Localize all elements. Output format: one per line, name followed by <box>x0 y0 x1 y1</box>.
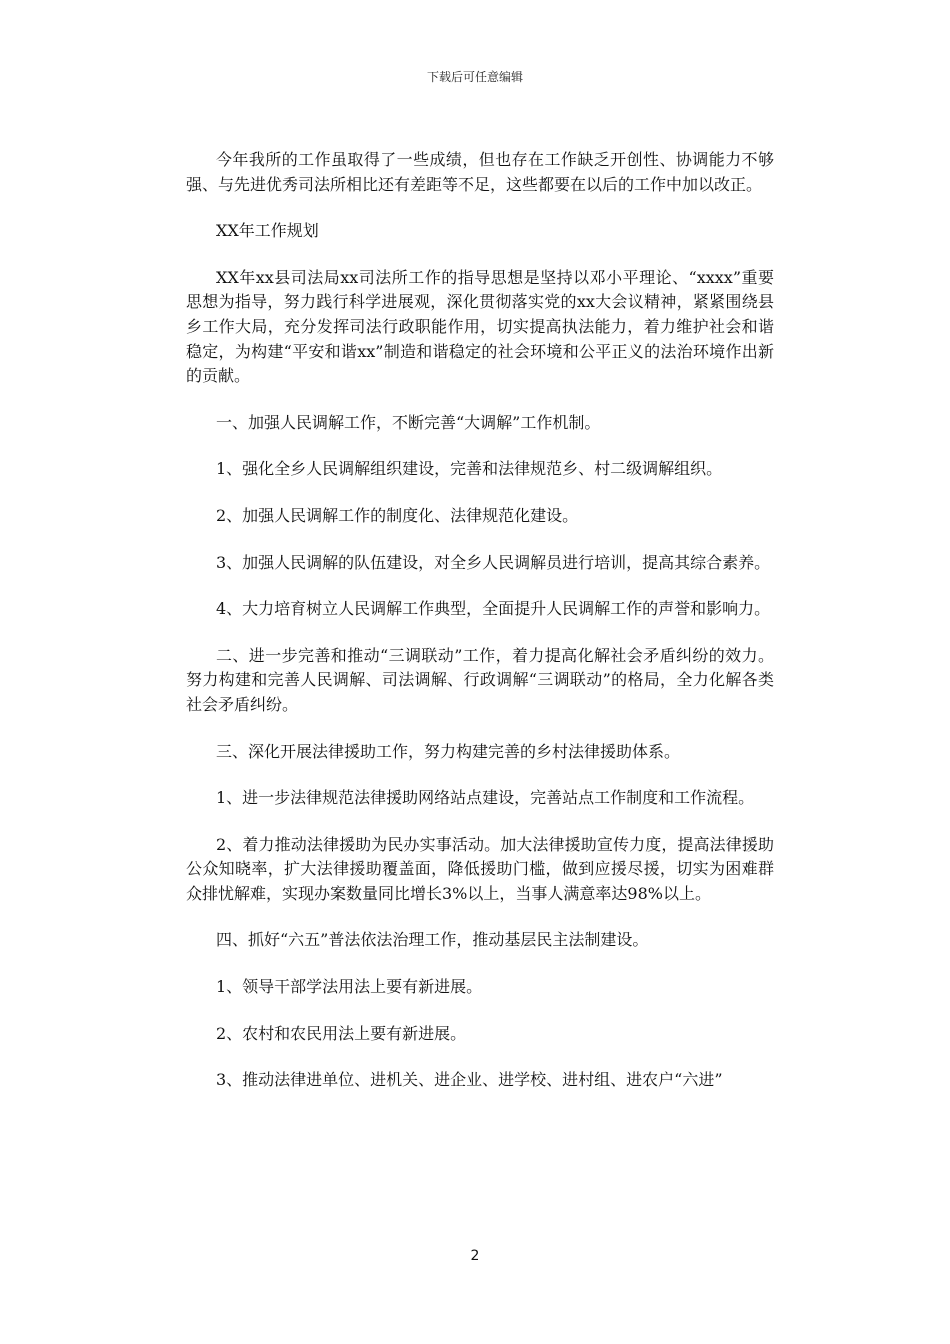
list-item: 1、领导干部学法用法上要有新进展。 <box>216 977 483 997</box>
list-item: 2、农村和农民用法上要有新进展。 <box>216 1023 467 1043</box>
page-number: 2 <box>470 1248 480 1264</box>
paragraph: 今年我所的工作虽取得了一些成绩，但也存在工作缺乏开创性、协调能力不够强、与先进优秀司法所相比还有差距等不足，这些都要在以后的工作中加以改正。 <box>186 150 774 194</box>
section-heading: 二、进一步完善和推动“三调联动”工作，着力提高化解社会矛盾纠纷的效力。努力构建和完善人民调解、司法调解、行政调解“三调联动”的格局，全力化解各类社会矛盾纠纷。 <box>186 645 774 714</box>
section-heading: 一、加强人民调解工作，不断完善“大调解”工作机制。 <box>216 412 601 432</box>
list-item: 1、强化全乡人民调解组织建设，完善和法律规范乡、村二级调解组织。 <box>216 459 723 479</box>
list-item: 3、推动法律进单位、进机关、进企业、进学校、进村组、进农户“六进” <box>216 1070 723 1090</box>
list-item: 2、加强人民调解工作的制度化、法律规范化建设。 <box>216 505 579 525</box>
list-item: 3、加强人民调解的队伍建设，对全乡人民调解员进行培训，提高其综合素养。 <box>216 552 771 572</box>
paragraph: XX年xx县司法局xx司法所工作的指导思想是坚持以邓小平理论、“xxxx”重要思想为指导，努力践行科学进展观，深化贯彻落实党的xx大会议精神，紧紧围绕县乡工作大局，充分发挥司法行政职能作用，切实提高执法能力，着力维护社会和谐稳定，为构建“平安和谐xx”制造和谐稳定的社会环境和公平正义的法治环境作出新的贡献。 <box>186 267 774 386</box>
section-heading: 四、抓好“六五”普法依法治理工作，推动基层民主法制建设。 <box>216 930 649 950</box>
document-body <box>186 148 774 1115</box>
list-item: 4、大力培育树立人民调解工作典型，全面提升人民调解工作的声誉和影响力。 <box>216 599 771 619</box>
section-heading: 三、深化开展法律援助工作，努力构建完善的乡村法律援助体系。 <box>216 741 681 761</box>
list-item: 1、进一步法律规范法律援助网络站点建设，完善站点工作制度和工作流程。 <box>216 788 755 808</box>
section-heading: XX年工作规划 <box>216 221 319 241</box>
list-item: 2、着力推动法律援助为民办实事活动。加大法律援助宣传力度，提高法律援助公众知晓率，扩大法律援助覆盖面，降低援助门槛，做到应援尽援，切实为困难群众排忧解难，实现办案数量同比增长3%以上，当事人满意率达98%以上。 <box>186 834 774 903</box>
page-header: 下载后可任意编辑 <box>426 70 523 84</box>
